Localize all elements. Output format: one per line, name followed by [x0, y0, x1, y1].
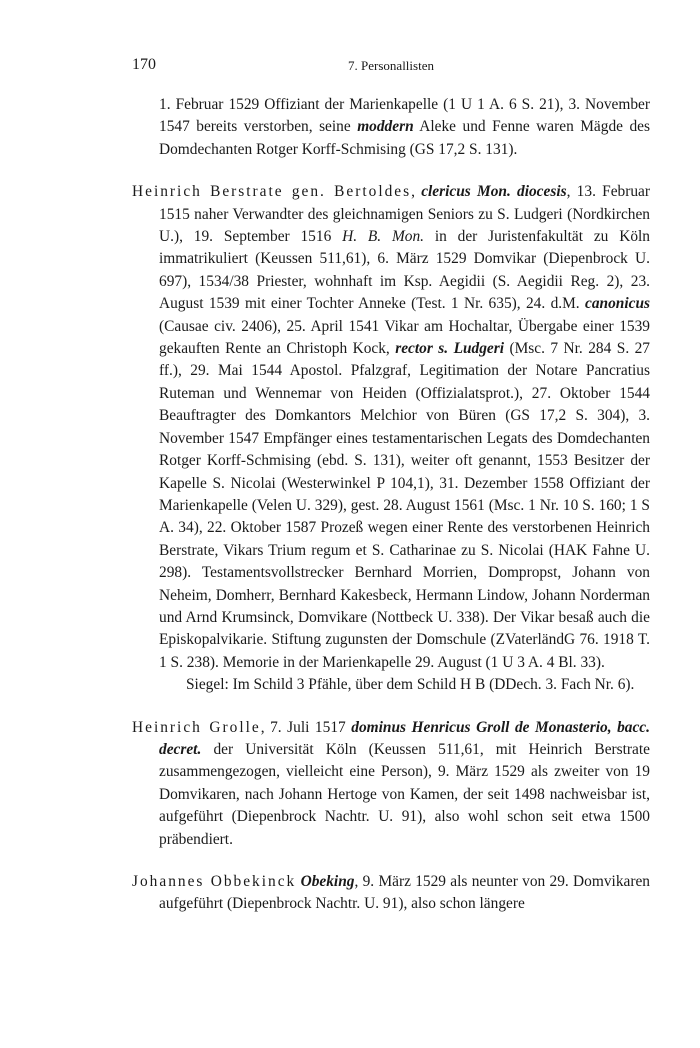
entry-heinrich-grolle [132, 717, 650, 851]
entry-latin-term: H. B. Mon. [342, 228, 425, 246]
entry-heinrich-berstrate [132, 181, 650, 696]
entry-text: , [411, 183, 422, 201]
entry-name: Heinrich Berstrate gen. Bertoldes [132, 183, 412, 201]
entry-text: , 9. März 1529 als neunter von 29. Domvikaren aufgeführt (Diepenbrock Nachtr. U. 91), also schon längere [159, 873, 650, 913]
entry-seal-note: Siegel: Im Schild 3 Pfähle, über dem Schild H B (DDech. 3. Fach Nr. 6). [186, 676, 635, 694]
section-title: 7. Personallisten [348, 58, 434, 73]
entry-continuation [132, 94, 650, 161]
entry-johannes-obbekinck [132, 871, 650, 916]
book-page [132, 56, 650, 916]
entry-text: 1. Februar 1529 Offiziant der Marienkapelle (1 U 1 A. 6 S. 21), 3. November 1547 bereits verstorben, seine [159, 96, 650, 136]
entry-text: , 7. Juli 1517 [260, 718, 352, 736]
entry-text: Aleke und Fenne waren Mägde des Domdechanten Rotger Korff-Schmising (GS 17,2 S. 131). [159, 118, 650, 158]
entry-text: in der Juristenfakultät zu Köln immatrikuliert (Keussen 511,61), 6. März 1529 Domvikar (Diepenbrock U. 697), 1534/38 Priester, wohnhaft im Ksp. Aegidii (S. Aegidii Reg. 2), 23. August 1539 mit einer Tochter Anneke (Test. 1 Nr. 635), 24. d.M. [159, 228, 650, 313]
entry-name: Johannes Obbekinck [132, 873, 297, 890]
running-head [132, 56, 650, 80]
entry-term: moddern [357, 118, 414, 136]
entry-text: , 13. Februar 1515 naher Verwandter des gleichnamigen Seniors zu S. Ludgeri (Nordkirchen U.), 19. September 1516 [159, 183, 650, 246]
entry-latin-term: clericus Mon. diocesis [421, 183, 567, 201]
entry-name: Heinrich Grolle [132, 718, 261, 736]
entry-text: (Causae civ. 2406), 25. April 1541 Vikar am Hochaltar, Übergabe einer 1539 gekauften Rente an Christoph Kock, [159, 317, 650, 358]
entry-text: der Universität Köln (Keussen 511,61, mit Heinrich Berstrate zusammengezogen, vielleicht eine Person), 9. März 1529 als zweiter von 19 Domvikaren, nach Johann Hertoge von Kamen, der seit 1498 nachweisbar ist, aufgeführt (Diepenbrock Nachtr. U. 91), also wohl schon seit etwa 1500 präbendiert. [159, 740, 650, 848]
entry-latin-term: Obeking [300, 873, 355, 890]
entry-text: (Msc. 7 Nr. 284 S. 27 ff.), 29. Mai 1544 Apostol. Pfalzgraf, Legitimation der Notare Pancratius Ruteman und Wennemar von Heiden (Offizialatsprot.), 27. Oktober 1544 Beauftragter des Domkantors Melchior von Büren (GS 17,2 S. 304), 3. November 1547 Empfänger eines testamentarischen Legats des Domdechanten Rotger Korff-Schmising (ebd. S. 131), weiter oft genannt, 1553 Besitzer der Kapelle S. Nicolai (Westerwinkel P 104,1), 31. Dezember 1558 Offiziant der Marienkapelle (Velen U. 329), gest. 28. August 1561 (Msc. 1 Nr. 10 S. 160; 1 S A. 34), 22. Oktober 1587 Prozeß wegen einer Rente des verstorbenen Heinrich Berstrate, Vikars Trium regum et S. Catharinae zu S. Nicolai (HAK Fahne U. 298). Testamentsvollstrecker Bernhard Morrien, Dompropst, Johann von Neheim, Domherr, Bernhard Kakesbeck, Hermann Lindow, Johann Norderman und Arnd Krumsinck, Domvikare (Nottbeck U. 338). Der Vikar besaß auch die Episkopalvikarie. Stiftung zugunsten der Domschule (ZVaterländG 76. 1918 T. 1 S. 238). Memorie in der Marienkapelle 29. August (1 U 3 A. 4 Bl. 33). [159, 340, 650, 671]
page-number: 170 [132, 56, 156, 73]
entry-latin-term: dominus Henricus Groll de Monasterio, bacc. decret. [159, 718, 650, 758]
entry-latin-term: rector s. Ludgeri [395, 340, 505, 358]
entry-latin-term: canonicus [585, 295, 650, 313]
